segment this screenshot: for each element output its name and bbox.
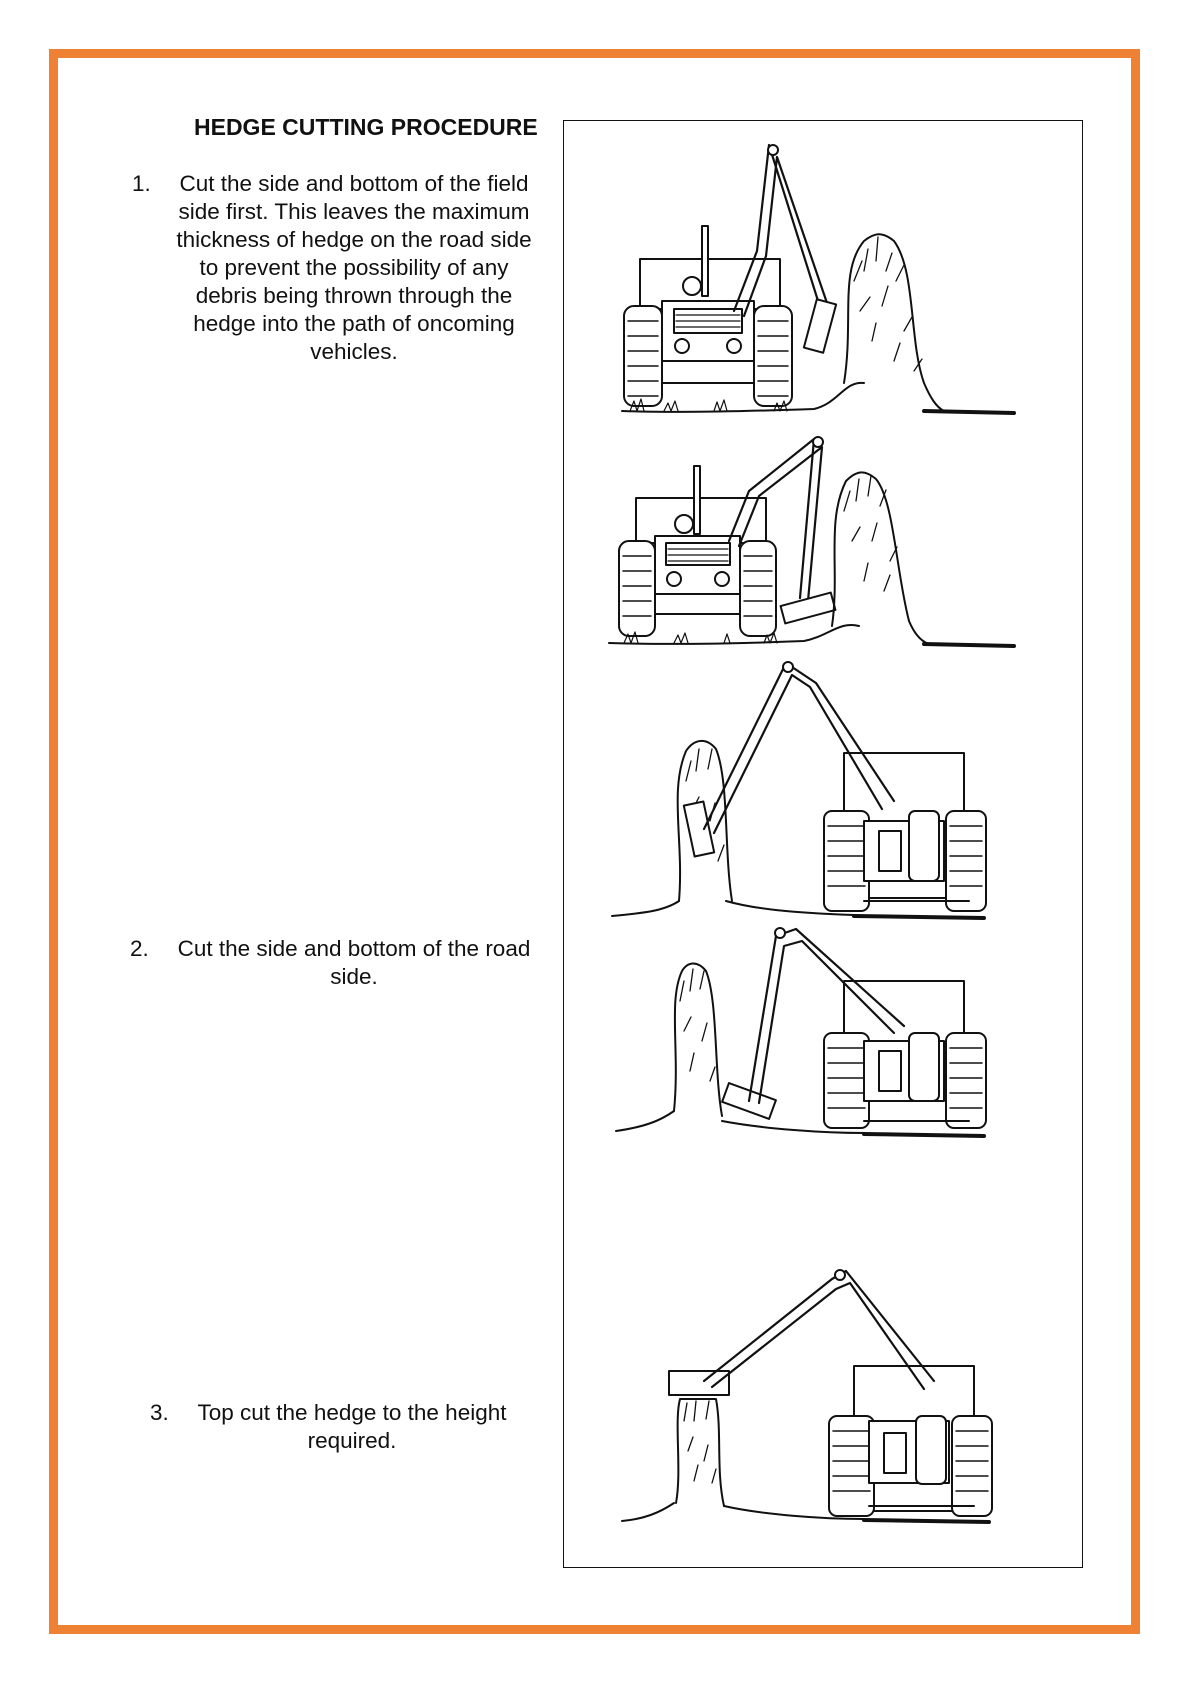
step-number: 3. xyxy=(150,1400,169,1425)
step-text: Cut the side and bottom of the road side. xyxy=(177,936,531,989)
step-number: 1. xyxy=(132,171,151,196)
figure-field-side-upper xyxy=(622,145,1014,413)
figure-road-side-bottom xyxy=(616,928,986,1136)
step-3 xyxy=(150,1399,520,1455)
illustration-panel xyxy=(563,120,1083,1568)
figure-road-side-upper xyxy=(612,662,986,918)
step-number: 2. xyxy=(130,936,149,961)
figure-field-side-bottom xyxy=(609,437,1014,646)
step-text: Top cut the hedge to the height required. xyxy=(197,1400,507,1453)
figure-top-cut xyxy=(622,1270,992,1522)
step-2 xyxy=(130,935,544,991)
step-1 xyxy=(132,170,542,366)
page-title: HEDGE CUTTING PROCEDURE xyxy=(194,114,538,140)
step-text: Cut the side and bottom of the field side first. This leaves the maximum thickness of hedge on the road side to prevent the possibility of any debris being thrown through the hedge into the path of oncoming vehicles. xyxy=(176,171,532,364)
